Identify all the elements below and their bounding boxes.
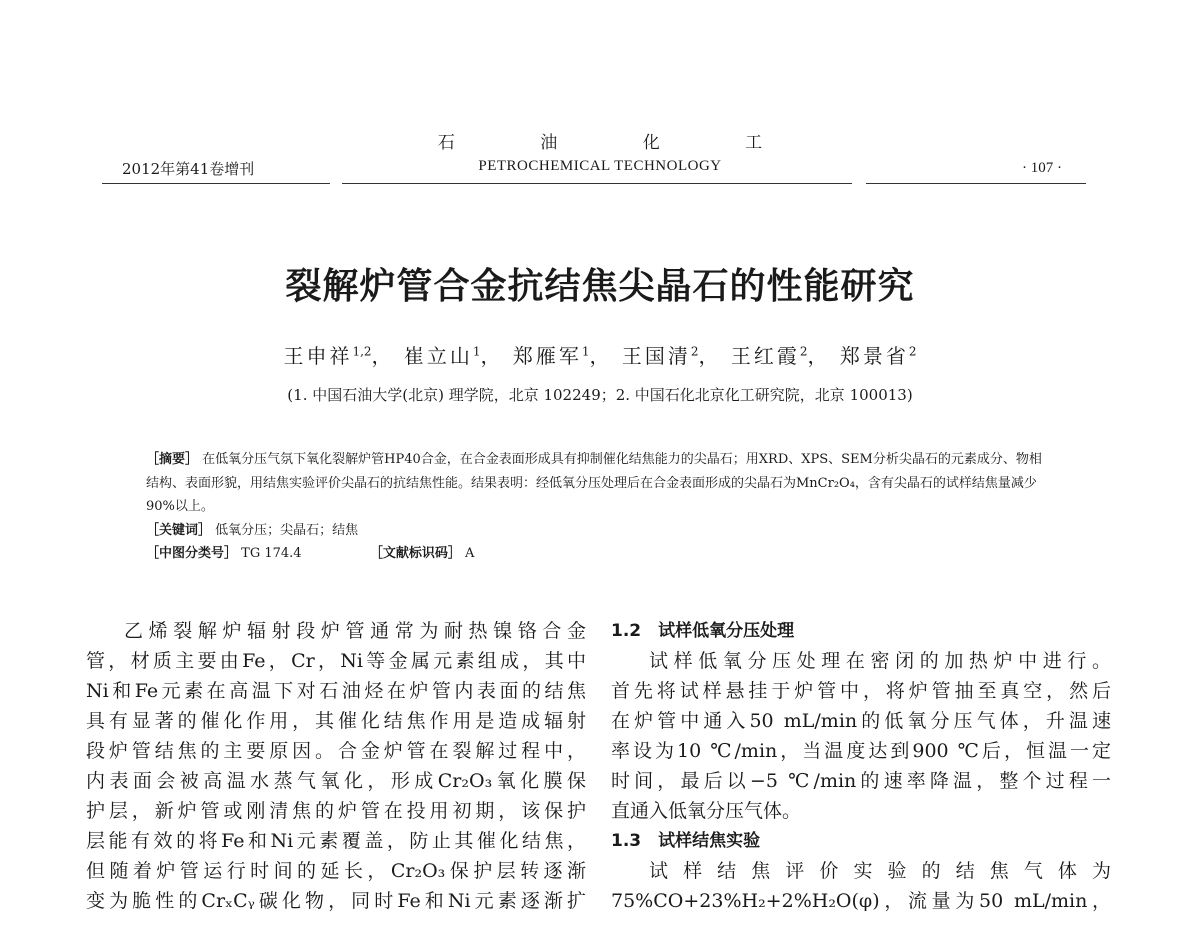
body-line: 乙烯裂解炉辐射段炉管通常为耐热镍铬合金 — [124, 620, 586, 642]
journal-name-en: PETROCHEMICAL TECHNOLOGY — [478, 158, 722, 174]
classification-code: TG 174.4 — [241, 546, 302, 561]
body-line: 试 样 结 焦 评 价 实 验 的 结 焦 气 体 为 — [649, 860, 1111, 882]
body-line: Ni和Fe元素在高温下对石油烃在炉管内表面的结焦 — [86, 680, 586, 702]
body-line: 时间，最后以−5 ℃/min的速率降温，整个过程一 — [611, 770, 1111, 792]
abstract-block — [146, 448, 1046, 566]
body-line: 管，材质主要由Fe，Cr，Ni等金属元素组成，其中 — [86, 650, 586, 672]
header-rule-left — [102, 183, 330, 184]
abstract-tag: ［摘要］ — [146, 452, 199, 467]
body-line: 层能有效的将Fe和Ni元素覆盖，防止其催化结焦， — [86, 830, 586, 852]
body-column-left — [86, 616, 586, 916]
section-heading-1-2: 1.2 试样低氧分压处理 — [611, 621, 795, 641]
keywords — [146, 519, 1046, 543]
section-heading-1-3: 1.3 试样结焦实验 — [611, 831, 761, 851]
body-column-right — [611, 616, 1111, 916]
journal-name-cn: 石 油 化 工 — [437, 133, 803, 153]
abstract — [146, 448, 1046, 519]
paper-title: 裂解炉管合金抗结焦尖晶石的性能研究 — [285, 266, 915, 307]
issue-label: 2012年第41卷增刊 — [122, 160, 255, 178]
body-line: 直通入低氧分压气体。 — [611, 800, 802, 822]
author: 王红霞$^2$ — [730, 344, 808, 368]
keywords-tag: ［关键词］ — [146, 522, 212, 538]
body-line: 试样低氧分压处理在密闭的加热炉中进行。 — [649, 650, 1111, 672]
affiliations: (1. 中国石油大学(北京) 理学院，北京 102249；2. 中国石化北京化工研究院，北京 100013) — [287, 386, 913, 404]
body-line: 但随着炉管运行时间的延长，Cr₂O₃保护层转逐渐 — [86, 860, 586, 882]
body-line: 率设为10 ℃/min，当温度达到900 ℃后，恒温一定 — [611, 740, 1111, 762]
doc-code-tag: ［文献标识码］ — [369, 546, 461, 561]
abstract-text: 在低氧分压气氛下氧化裂解炉管HP40合金，在合金表面形成具有抑制催化结焦能力的尖晶石；用XRD、XPS、SEM分析尖晶石的元素成分、物相结构、表面形貌，用结焦实验评价尖晶石的抗结焦性能。结果表明：经低氧分压处理后在合金表面形成的尖晶石为MnCr₂O₄，含有尖晶石的试样结焦量减少90%以上。 — [146, 452, 1042, 514]
author: 郑景省$^2$ — [839, 344, 917, 368]
body-line: 在炉管中通入50 mL/min的低氧分压气体，升温速 — [611, 710, 1111, 732]
body-line: 护层，新炉管或刚清焦的炉管在投用初期，该保护 — [86, 800, 586, 822]
body-line: 具有显著的催化作用，其催化结焦作用是造成辐射 — [86, 710, 586, 732]
author: 王申祥$^{1,2}$ — [283, 344, 372, 368]
author: 郑雁军$^1$ — [512, 344, 590, 368]
body-line: 变为脆性的CrₓCᵧ碳化物，同时Fe和Ni元素逐渐扩 — [86, 890, 586, 912]
body-line: 段炉管结焦的主要原因。合金炉管在裂解过程中， — [86, 740, 586, 762]
classification-tag: ［中图分类号］ — [146, 546, 238, 561]
page-number: · 107 · — [1022, 160, 1062, 176]
body-line: 首先将试样悬挂于炉管中，将炉管抽至真空，然后 — [611, 680, 1111, 702]
header-rule-center — [342, 183, 852, 184]
body-line: 内表面会被高温水蒸气氧化，形成Cr₂O₃氧化膜保 — [86, 770, 586, 792]
author-list: 王申祥$^{1,2}$， 崔立山$^1$， 郑雁军$^1$， 王国清$^2$， 王红霞$^2$， 郑景省$^2$ — [283, 344, 917, 368]
author: 崔立山$^1$ — [403, 344, 481, 368]
keywords-text: 低氧分压；尖晶石；结焦 — [215, 522, 359, 538]
doc-code: A — [465, 546, 475, 561]
body-line: 75%CO+23%H₂+2%H₂O(φ)，流量为50 mL/min， — [611, 890, 1111, 912]
classification-line — [146, 542, 1046, 566]
author: 王国清$^2$ — [621, 344, 699, 368]
header-rule-right — [866, 183, 1086, 184]
